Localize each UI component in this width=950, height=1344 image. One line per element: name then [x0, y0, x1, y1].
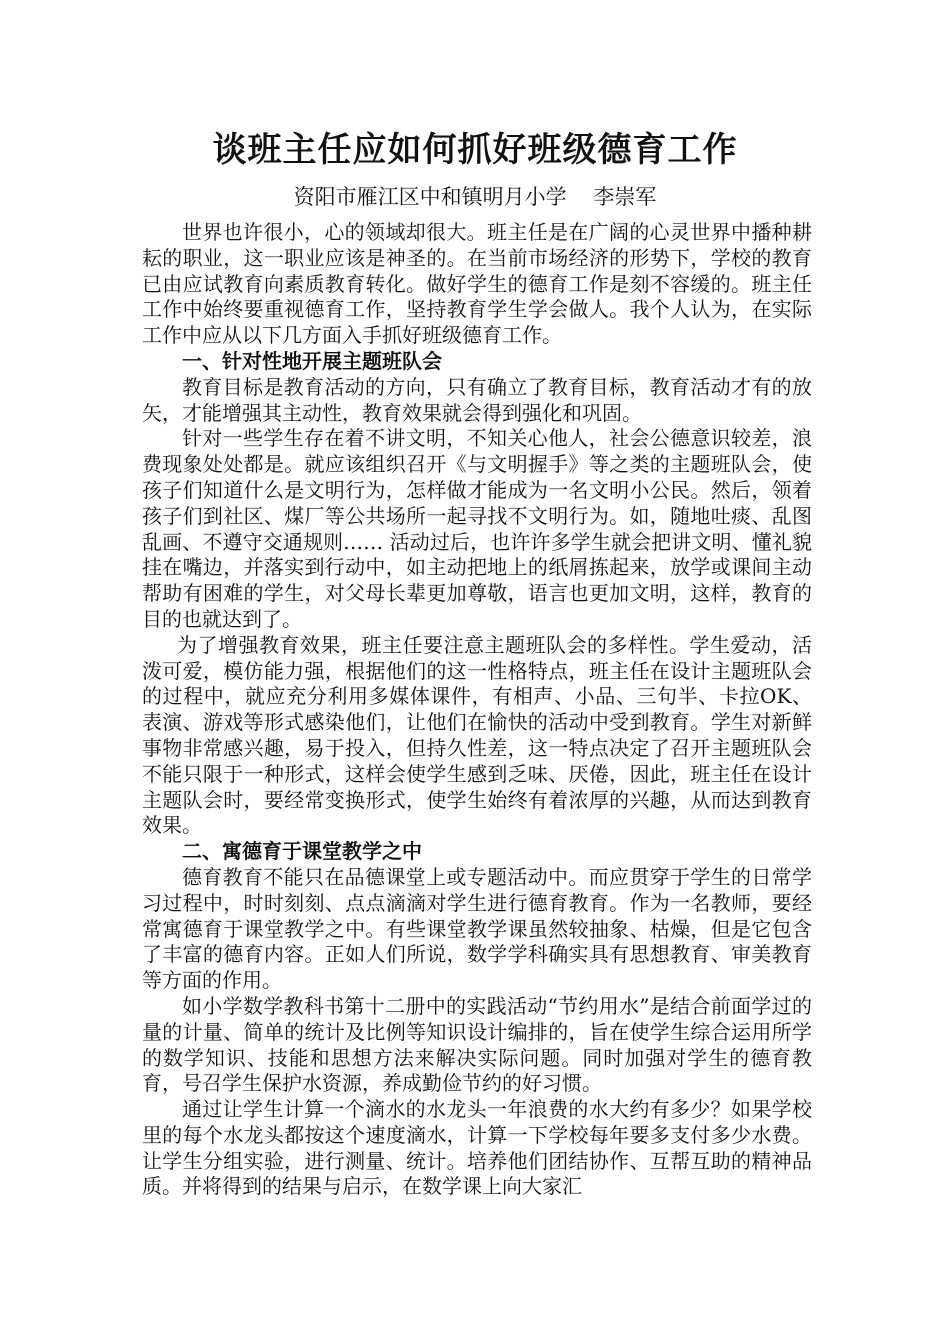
body-paragraph: 针对一些学生存在着不讲文明，不知关心他人，社会公德意识较差，浪费现象处处都是。就应该组织召开《与文明握手》等之类的主题班队会，使孩子们知道什么是文明行为，怎样做才能成为一名文明小公民。然后，领着孩子们到社区、煤厂等公共场所一起寻找不文明行为。如，随地吐痰、乱图乱画、不遵守交通规则…… 活动过后，也许许多学生就会把讲文明、懂礼貌挂在嘴边，并落实到行动中，如主动把地上的纸屑拣起来，放学或课间主动帮助有困难的学生，对父母长辈更加尊敬，语言也更加文明，这样，教育的目的也就达到了。 — [142, 426, 812, 631]
body-paragraph: 教育目标是教育活动的方向，只有确立了教育目标，教育活动才有的放矢，才能增强其主动性，教育效果就会得到强化和巩固。 — [142, 374, 812, 425]
section-heading-2: 二、寓德育于课堂教学之中 — [182, 839, 422, 864]
body-paragraph: 德育教育不能只在品德课堂上或专题活动中。而应贯穿于学生的日常学习过程中，时时刻刻、点点滴滴对学生进行德育教育。作为一名教师，要经常寓德育于课堂教学之中。有些课堂教学课虽然较抽象、枯燥，但是它包含了丰富的德育内容。正如人们所说，数学学科确实具有思想教育、审美教育等方面的作用。 — [142, 864, 812, 993]
body-paragraph: 通过让学生计算一个滴水的水龙头一年浪费的水大约有多少？如果学校里的每个水龙头都按这个速度滴水，计算一下学校每年要多支付多少水费。让学生分组实验，进行测量、统计。培养他们团结协作、互帮互助的精神品质。并将得到的结果与启示，在数学课上向大家汇 — [142, 1097, 812, 1199]
body-paragraph: 为了增强教育效果，班主任要注意主题班队会的多样性。学生爱动，活泼可爱，模仿能力强，根据他们的这一性格特点，班主任在设计主题班队会的过程中，就应充分利用多媒体课件，有相声、小品、三句半、卡拉OK、表演、游戏等形式感染他们，让他们在愉快的活动中受到教育。学生对新鲜事物非常感兴趣，易于投入，但持久性差，这一特点决定了召开主题班队会不能只限于一种形式，这样会使学生感到乏味、厌倦，因此，班主任在设计主题队会时，要经常变换形式，使学生始终有着浓厚的兴趣，从而达到教育效果。 — [142, 632, 812, 838]
author-byline: 资阳市雁江区中和镇明月小学 李崇军 — [293, 185, 657, 209]
body-paragraph: 如小学数学教科书第十二册中的实践活动“节约用水”是结合前面学过的量的计量、简单的统计及比例等知识设计编排的，旨在使学生综合运用所学的数学知识、技能和思想方法来解决实际问题。同时加强对学生的德育教育，号召学生保护水资源，养成勤俭节约的好习惯。 — [142, 993, 812, 1096]
intro-paragraph: 世界也许很小，心的领域却很大。班主任是在广阔的心灵世界中播种耕耘的职业，这一职业应该是神圣的。在当前市场经济的形势下，学校的教育已由应试教育向素质教育转化。做好学生的德育工作是刻不容缓的。班主任工作中始终要重视德育工作，坚持教育学生学会做人。我个人认为，在实际工作中应从以下几方面入手抓好班级德育工作。 — [142, 220, 812, 348]
document-title: 谈班主任应如何抓好班级德育工作 — [212, 130, 738, 170]
document-body — [142, 220, 812, 1200]
section-heading-1: 一、针对性地开展主题班队会 — [182, 348, 442, 373]
